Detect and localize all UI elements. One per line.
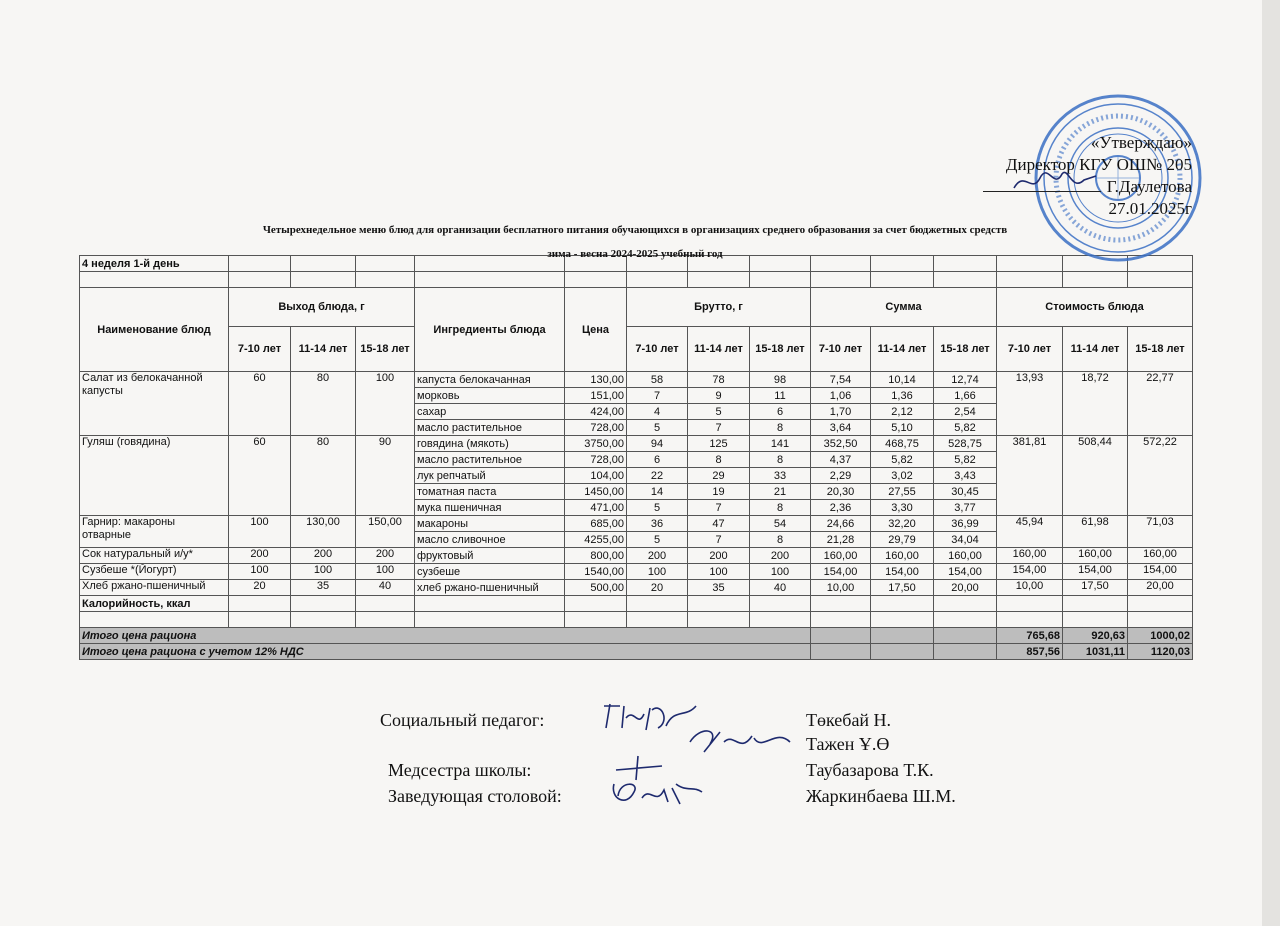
sum-value: 2,36 [811, 500, 871, 516]
empty-cell [565, 612, 627, 628]
gross-value: 54 [750, 516, 811, 532]
dish-output: 200 [291, 548, 356, 564]
menu-table [79, 255, 1193, 660]
dish-cost: 17,50 [1063, 580, 1128, 596]
gross-value: 5 [688, 404, 750, 420]
sum-value: 3,02 [871, 468, 934, 484]
gross-value: 11 [750, 388, 811, 404]
handwritten-signature [606, 778, 706, 814]
sum-value: 528,75 [934, 436, 997, 452]
page-edge [1262, 0, 1280, 926]
total-row [80, 628, 1193, 644]
ingredient-price: 3750,00 [565, 436, 627, 452]
dish-output: 150,00 [356, 516, 415, 548]
sum-value: 1,06 [811, 388, 871, 404]
gross-value: 5 [627, 532, 688, 548]
header-age: 15-18 лет [356, 327, 415, 372]
signature-name: Жаркинбаева Ш.М. [806, 786, 956, 806]
ingredient-price: 130,00 [565, 372, 627, 388]
sum-value: 1,36 [871, 388, 934, 404]
gross-value: 40 [750, 580, 811, 596]
dish-name: Сок натуральный и/у* [80, 548, 229, 564]
ingredient-name: масло сливочное [415, 532, 565, 548]
sum-value: 32,20 [871, 516, 934, 532]
empty-cell [356, 596, 415, 612]
ingredient-price: 471,00 [565, 500, 627, 516]
header-age: 11-14 лет [1063, 327, 1128, 372]
header-row-2 [80, 327, 1193, 372]
dish-cost: 160,00 [1128, 548, 1193, 564]
dish-cost: 13,93 [997, 372, 1063, 436]
gross-value: 47 [688, 516, 750, 532]
empty-cell [871, 628, 934, 644]
dish-output: 100 [356, 372, 415, 436]
dish-output: 100 [356, 564, 415, 580]
dish-cost: 18,72 [1063, 372, 1128, 436]
empty-cell [811, 272, 871, 288]
header-age: 15-18 лет [934, 327, 997, 372]
dish-output: 20 [229, 580, 291, 596]
ingredient-price: 1450,00 [565, 484, 627, 500]
dish-cost: 508,44 [1063, 436, 1128, 516]
table-row [80, 516, 1193, 532]
dish-cost: 20,00 [1128, 580, 1193, 596]
dish-name: Гарнир: макароны отварные [80, 516, 229, 548]
header-gross: Брутто, г [627, 288, 811, 327]
empty-cell [1063, 596, 1128, 612]
gross-value: 125 [688, 436, 750, 452]
sum-value: 2,12 [871, 404, 934, 420]
sum-value: 21,28 [811, 532, 871, 548]
gross-value: 33 [750, 468, 811, 484]
total-value: 920,63 [1063, 628, 1128, 644]
dish-output: 40 [356, 580, 415, 596]
gross-value: 36 [627, 516, 688, 532]
ingredient-name: сузбеше [415, 564, 565, 580]
sum-value: 3,77 [934, 500, 997, 516]
gross-value: 98 [750, 372, 811, 388]
dish-cost: 154,00 [997, 564, 1063, 580]
empty-cell [811, 596, 871, 612]
empty-cell [291, 272, 356, 288]
sum-value: 10,00 [811, 580, 871, 596]
gross-value: 7 [688, 532, 750, 548]
ingredient-name: макароны [415, 516, 565, 532]
gross-value: 200 [688, 548, 750, 564]
sum-value: 154,00 [934, 564, 997, 580]
empty-cell [229, 612, 291, 628]
empty-cell [80, 612, 229, 628]
dish-cost: 160,00 [997, 548, 1063, 564]
ingredient-price: 4255,00 [565, 532, 627, 548]
dish-output: 100 [229, 564, 291, 580]
ingredient-name: говядина (мякоть) [415, 436, 565, 452]
table-row [80, 548, 1193, 564]
empty-cell [356, 272, 415, 288]
dish-output: 90 [356, 436, 415, 516]
sum-value: 29,79 [871, 532, 934, 548]
table-row [80, 564, 1193, 580]
dish-output: 200 [229, 548, 291, 564]
empty-cell [750, 612, 811, 628]
header-age: 15-18 лет [1128, 327, 1193, 372]
document-title [80, 218, 1190, 266]
gross-value: 7 [688, 500, 750, 516]
ingredient-price: 151,00 [565, 388, 627, 404]
ingredient-price: 685,00 [565, 516, 627, 532]
ingredient-price: 424,00 [565, 404, 627, 420]
sum-value: 12,74 [934, 372, 997, 388]
dish-cost: 61,98 [1063, 516, 1128, 548]
empty-cell [229, 596, 291, 612]
header-sum: Сумма [811, 288, 997, 327]
empty-cell [934, 272, 997, 288]
sum-value: 5,82 [934, 420, 997, 436]
total-value: 1120,03 [1128, 644, 1193, 660]
header-price: Цена [565, 288, 627, 372]
sum-value: 5,82 [871, 452, 934, 468]
header-row-1 [80, 288, 1193, 327]
total-value: 765,68 [997, 628, 1063, 644]
signature-role: Заведующая столовой: [388, 786, 562, 806]
dish-cost: 154,00 [1063, 564, 1128, 580]
empty-cell [997, 272, 1063, 288]
sum-value: 30,45 [934, 484, 997, 500]
sum-value: 27,55 [871, 484, 934, 500]
ingredient-price: 500,00 [565, 580, 627, 596]
sum-value: 160,00 [811, 548, 871, 564]
approval-director-name: Г.Даулетова [1106, 177, 1192, 196]
dish-cost: 22,77 [1128, 372, 1193, 436]
sum-value: 154,00 [871, 564, 934, 580]
gross-value: 8 [750, 532, 811, 548]
empty-cell [997, 612, 1063, 628]
gross-value: 9 [688, 388, 750, 404]
gross-value: 6 [750, 404, 811, 420]
empty-cell [415, 612, 565, 628]
dish-output: 80 [291, 436, 356, 516]
dish-name: Салат из белокачанной капусты [80, 372, 229, 436]
header-age: 7-10 лет [811, 327, 871, 372]
dish-cost: 572,22 [1128, 436, 1193, 516]
gross-value: 19 [688, 484, 750, 500]
empty-cell [934, 644, 997, 660]
sum-value: 160,00 [871, 548, 934, 564]
gross-value: 5 [627, 500, 688, 516]
empty-cell [627, 596, 688, 612]
signature-name: Таубазарова Т.К. [806, 760, 934, 780]
dish-output: 80 [291, 372, 356, 436]
sum-value: 24,66 [811, 516, 871, 532]
gross-value: 4 [627, 404, 688, 420]
spacer-row [80, 612, 1193, 628]
empty-cell [1128, 612, 1193, 628]
empty-cell [750, 596, 811, 612]
sum-value: 1,70 [811, 404, 871, 420]
empty-cell [80, 272, 229, 288]
total-value: 1000,02 [1128, 628, 1193, 644]
dish-cost: 10,00 [997, 580, 1063, 596]
sum-value: 5,82 [934, 452, 997, 468]
gross-value: 35 [688, 580, 750, 596]
gross-value: 7 [627, 388, 688, 404]
empty-cell [871, 612, 934, 628]
empty-cell [229, 272, 291, 288]
dish-output: 200 [356, 548, 415, 564]
dish-output: 100 [229, 516, 291, 548]
title-line-1: Четырехнедельное меню блюд для организации бесплатного питания обучающихся в организациях среднего образования за счет бюджетных средств [262, 224, 1008, 236]
empty-cell [1128, 596, 1193, 612]
table-row [80, 372, 1193, 388]
gross-value: 200 [750, 548, 811, 564]
ingredient-name: сахар [415, 404, 565, 420]
empty-cell [688, 596, 750, 612]
header-dish: Наименование блюд [80, 288, 229, 372]
gross-value: 100 [688, 564, 750, 580]
sum-value: 3,43 [934, 468, 997, 484]
empty-cell [627, 272, 688, 288]
empty-cell [291, 612, 356, 628]
header-age: 15-18 лет [750, 327, 811, 372]
sum-value: 34,04 [934, 532, 997, 548]
dish-output: 100 [291, 564, 356, 580]
dish-output: 35 [291, 580, 356, 596]
ingredient-name: масло растительное [415, 420, 565, 436]
approval-date: 27.01.2025г [1108, 199, 1192, 218]
empty-cell [871, 644, 934, 660]
total-label: Итого цена рациона [80, 628, 811, 644]
calories-label: Калорийность, ккал [80, 596, 229, 612]
day-label: 4 неделя 1-й день [80, 256, 229, 272]
gross-value: 200 [627, 548, 688, 564]
total-label: Итого цена рациона с учетом 12% НДС [80, 644, 811, 660]
empty-cell [415, 596, 565, 612]
gross-value: 20 [627, 580, 688, 596]
empty-cell [688, 612, 750, 628]
empty-cell [1128, 272, 1193, 288]
header-age: 11-14 лет [871, 327, 934, 372]
signature-role: Социальный педагог: [380, 710, 545, 730]
dish-cost: 160,00 [1063, 548, 1128, 564]
ingredient-name: масло растительное [415, 452, 565, 468]
gross-value: 8 [750, 500, 811, 516]
sum-value: 2,29 [811, 468, 871, 484]
empty-cell [811, 628, 871, 644]
gross-value: 22 [627, 468, 688, 484]
dish-output: 130,00 [291, 516, 356, 548]
dish-cost: 45,94 [997, 516, 1063, 548]
ingredient-name: мука пшеничная [415, 500, 565, 516]
sum-value: 2,54 [934, 404, 997, 420]
sum-value: 3,30 [871, 500, 934, 516]
empty-cell [871, 272, 934, 288]
ingredient-price: 800,00 [565, 548, 627, 564]
gross-value: 29 [688, 468, 750, 484]
gross-value: 7 [688, 420, 750, 436]
gross-value: 5 [627, 420, 688, 436]
ingredient-price: 728,00 [565, 452, 627, 468]
empty-cell [934, 596, 997, 612]
dish-cost: 154,00 [1128, 564, 1193, 580]
sum-value: 36,99 [934, 516, 997, 532]
signature-role: Медсестра школы: [388, 760, 532, 780]
sum-value: 4,37 [811, 452, 871, 468]
gross-value: 6 [627, 452, 688, 468]
header-age: 11-14 лет [291, 327, 356, 372]
gross-value: 78 [688, 372, 750, 388]
sum-value: 10,14 [871, 372, 934, 388]
ingredient-name: хлеб ржано-пшеничный [415, 580, 565, 596]
sum-value: 20,30 [811, 484, 871, 500]
ingredient-price: 728,00 [565, 420, 627, 436]
empty-cell [1063, 272, 1128, 288]
sum-value: 468,75 [871, 436, 934, 452]
empty-cell [565, 272, 627, 288]
empty-cell [750, 272, 811, 288]
sum-value: 1,66 [934, 388, 997, 404]
dish-name: Сузбеше *(Йогурт) [80, 564, 229, 580]
empty-cell [688, 272, 750, 288]
gross-value: 100 [627, 564, 688, 580]
sum-value: 352,50 [811, 436, 871, 452]
signature-name: Төкебай Н. [806, 710, 892, 730]
gross-value: 141 [750, 436, 811, 452]
header-age: 11-14 лет [688, 327, 750, 372]
gross-value: 8 [750, 420, 811, 436]
director-signature [1010, 164, 1100, 200]
header-ingredients: Ингредиенты блюда [415, 288, 565, 372]
ingredient-name: капуста белокачанная [415, 372, 565, 388]
sum-value: 3,64 [811, 420, 871, 436]
empty-cell [811, 644, 871, 660]
gross-value: 8 [750, 452, 811, 468]
dish-name: Гуляш (говядина) [80, 436, 229, 516]
gross-value: 100 [750, 564, 811, 580]
header-age: 7-10 лет [229, 327, 291, 372]
dish-name: Хлеб ржано-пшеничный [80, 580, 229, 596]
total-value: 857,56 [997, 644, 1063, 660]
spacer-row [80, 272, 1193, 288]
empty-cell [291, 596, 356, 612]
ingredient-name: томатная паста [415, 484, 565, 500]
table-row [80, 580, 1193, 596]
header-output: Выход блюда, г [229, 288, 415, 327]
empty-cell [871, 596, 934, 612]
ingredient-name: лук репчатый [415, 468, 565, 484]
empty-cell [934, 628, 997, 644]
ingredient-price: 1540,00 [565, 564, 627, 580]
calories-row [80, 596, 1193, 612]
sum-value: 20,00 [934, 580, 997, 596]
dish-cost: 71,03 [1128, 516, 1193, 548]
empty-cell [565, 596, 627, 612]
empty-cell [811, 612, 871, 628]
ingredient-name: фруктовый [415, 548, 565, 564]
empty-cell [1063, 612, 1128, 628]
sum-value: 154,00 [811, 564, 871, 580]
header-age: 7-10 лет [627, 327, 688, 372]
dish-output: 60 [229, 436, 291, 516]
sum-value: 17,50 [871, 580, 934, 596]
gross-value: 21 [750, 484, 811, 500]
signature-name: Тажен Ұ.Ө [806, 734, 890, 754]
empty-cell [356, 612, 415, 628]
total-value: 1031,11 [1063, 644, 1128, 660]
gross-value: 14 [627, 484, 688, 500]
empty-cell [627, 612, 688, 628]
approval-heading: «Утверждаю» [1090, 133, 1192, 152]
title-line-2: зима - весна 2024-2025 учебный год [547, 248, 723, 260]
table-row [80, 436, 1193, 452]
header-age: 7-10 лет [997, 327, 1063, 372]
gross-value: 8 [688, 452, 750, 468]
sum-value: 5,10 [871, 420, 934, 436]
empty-cell [997, 596, 1063, 612]
header-cost: Стоимость блюда [997, 288, 1193, 327]
total-row [80, 644, 1193, 660]
handwritten-signature [680, 722, 800, 764]
ingredient-price: 104,00 [565, 468, 627, 484]
sum-value: 160,00 [934, 548, 997, 564]
empty-cell [415, 272, 565, 288]
dish-output: 60 [229, 372, 291, 436]
dish-cost: 381,81 [997, 436, 1063, 516]
approval-director: Директор КГУ ОШ№ 205 [1005, 155, 1192, 174]
sum-value: 7,54 [811, 372, 871, 388]
ingredient-name: морковь [415, 388, 565, 404]
gross-value: 58 [627, 372, 688, 388]
empty-cell [934, 612, 997, 628]
gross-value: 94 [627, 436, 688, 452]
